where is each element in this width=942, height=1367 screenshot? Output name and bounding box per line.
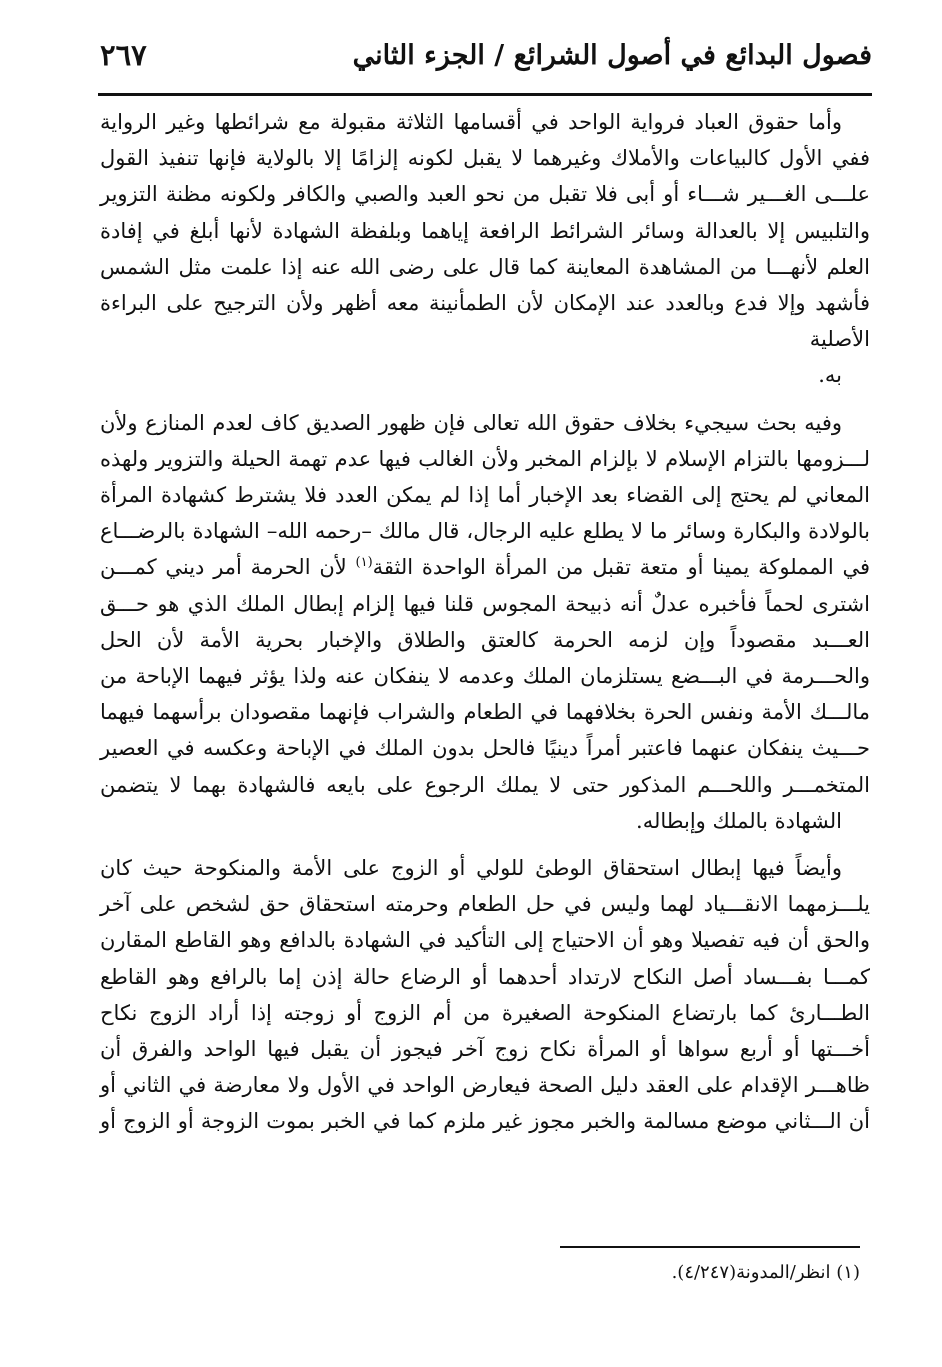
- paragraph-1: [100, 104, 870, 394]
- paragraph-2: [100, 405, 870, 839]
- footnote: (١) انظر/المدونة(٤/٢٤٧).: [671, 1262, 860, 1283]
- paragraph-1-text: وأما حقوق العباد فرواية الواحد في أقسامها الثلاثة مقبولة مع شرائطها وغير الرواية ففي الأول كالبياعات والأملاك وغيرهما لا يقبل لكونه إلزامًا إلا بالولاية فإنها تنفيذ القول علـــى الغـــير شـــاء أو أبى فلا تقبل من نحو العبد والصبي والكافر ولكونه مظنة التزوير والتلبيس إلا بالعدالة وسائر الشرائط الرافعة إياهما وبلفظة الشهادة لأنها أبلغ في إفادة العلم لأنهـــا من المشاهدة المعاينة كما قال على رضى الله عنه إذا علمت مثل الشمس فأشهد وإلا فدع وبالعدد عند الإمكان لأن الطمأنينة معه أظهر ولأن الترجيح على البراءة الأصلية: [100, 110, 870, 352]
- page-number: ٢٦٧: [100, 38, 147, 72]
- paragraph-2-end: الشهادة بالملك وإبطاله.: [636, 808, 842, 833]
- paragraph-2-text-b: لأن الحرمة أمر ديني كمـــن اشترى لحماً فأخبره عدلٌ أنه ذبيحة المجوس قلنا فيها إلزام إبطال الملك الذي هو حـــق العـــبد مقصوداً وإن لزمه الحرمة كالعتق والطلاق والإخبار بحرية الأمة لأن الحل والحـــرمة في البـــضع يستلزمان الملك وعدمه لا ينفكان عنه ولذا يؤثر فيهما الإباحة من مالـــك الأمة ونفس الحرة بخلافهما في الطعام والشراب فإنهما مقصودان برأسهما فيهما حـــيث ينفكان عنهما فاعتبر أمراً دينيًا فالحل بدون الملك في الإباحة وعكسه في العصير المتخمـــر واللحـــم المذكور حتى لا يملك الرجوع على بايعه فالشهادة بهما لا يتضمن: [100, 555, 870, 797]
- paragraph-1-end: به.: [818, 363, 842, 388]
- header-title: فصول البدائع في أصول الشرائع / الجزء الثاني: [352, 40, 872, 71]
- paragraph-2-text-a: وفيه بحث سيجيء بخلاف حقوق الله تعالى فإن ظهور الصديق كاف لعدم المنازع ولأن لـــزومها بالتزام الإسلام لا بإلزام المخبر ولأن الغالب فيها عدم تهمة الحيلة والتزوير ولهذه المعاني لم يحتج إلى القضاء بعد الإخبار أما إذا لم يمكن العدد فلا يشترط كشهادة المرأة بالولادة والبكارة وسائر ما لا يطلع عليه الرجال، قال مالك –رحمه الله– الشهادة بالرضـــاع في المملوكة يمينا أو متعة تقبل من المرأة الواحدة الثقة: [100, 410, 870, 580]
- paragraph-3-text: وأيضاً فيها إبطال استحقاق الوطئ للولي أو الزوج على الأمة والمنكوحة حيث كان يلـــزمهما الانقـــياد لهما وليس في حل الطعام وحرمته استحقاق حق لشخص على آخر والحق أن فيه تفصيلا وهو أن الاحتياج إلى التأكيد في الشهادة بالدافع وهو القاطع المقارن كمـــا بفـــساد أصل النكاح لارتداد أحدهما أو الرضاع حالة إذن إما بالرافع وهو القاطع الطـــارئ كما بارتضاع المنكوحة الصغيرة من أم الزوج أو زوجته إذا أراد الزوج نكاح أخـــتها أو أربع سواها أو المرأة نكاح زوج آخر فيجوز أن يقبل فيها الواحد والفرق أن ظاهـــر الإقدام على العقد دليل الصحة فيعارض الواحد في الأول ولا معارضة في الثاني أو أن الـــثاني موضع مسالمة والخبر مجوز غير ملزم كما في الخبر بموت الزوجة أو الزوج أو: [100, 856, 870, 1134]
- header-rule: [98, 93, 872, 96]
- running-header: [98, 36, 872, 88]
- body-text: [100, 104, 870, 1140]
- paragraph-3: [100, 850, 870, 1140]
- footnote-separator: [560, 1246, 860, 1248]
- footnote-reference-mark: (١): [355, 555, 373, 571]
